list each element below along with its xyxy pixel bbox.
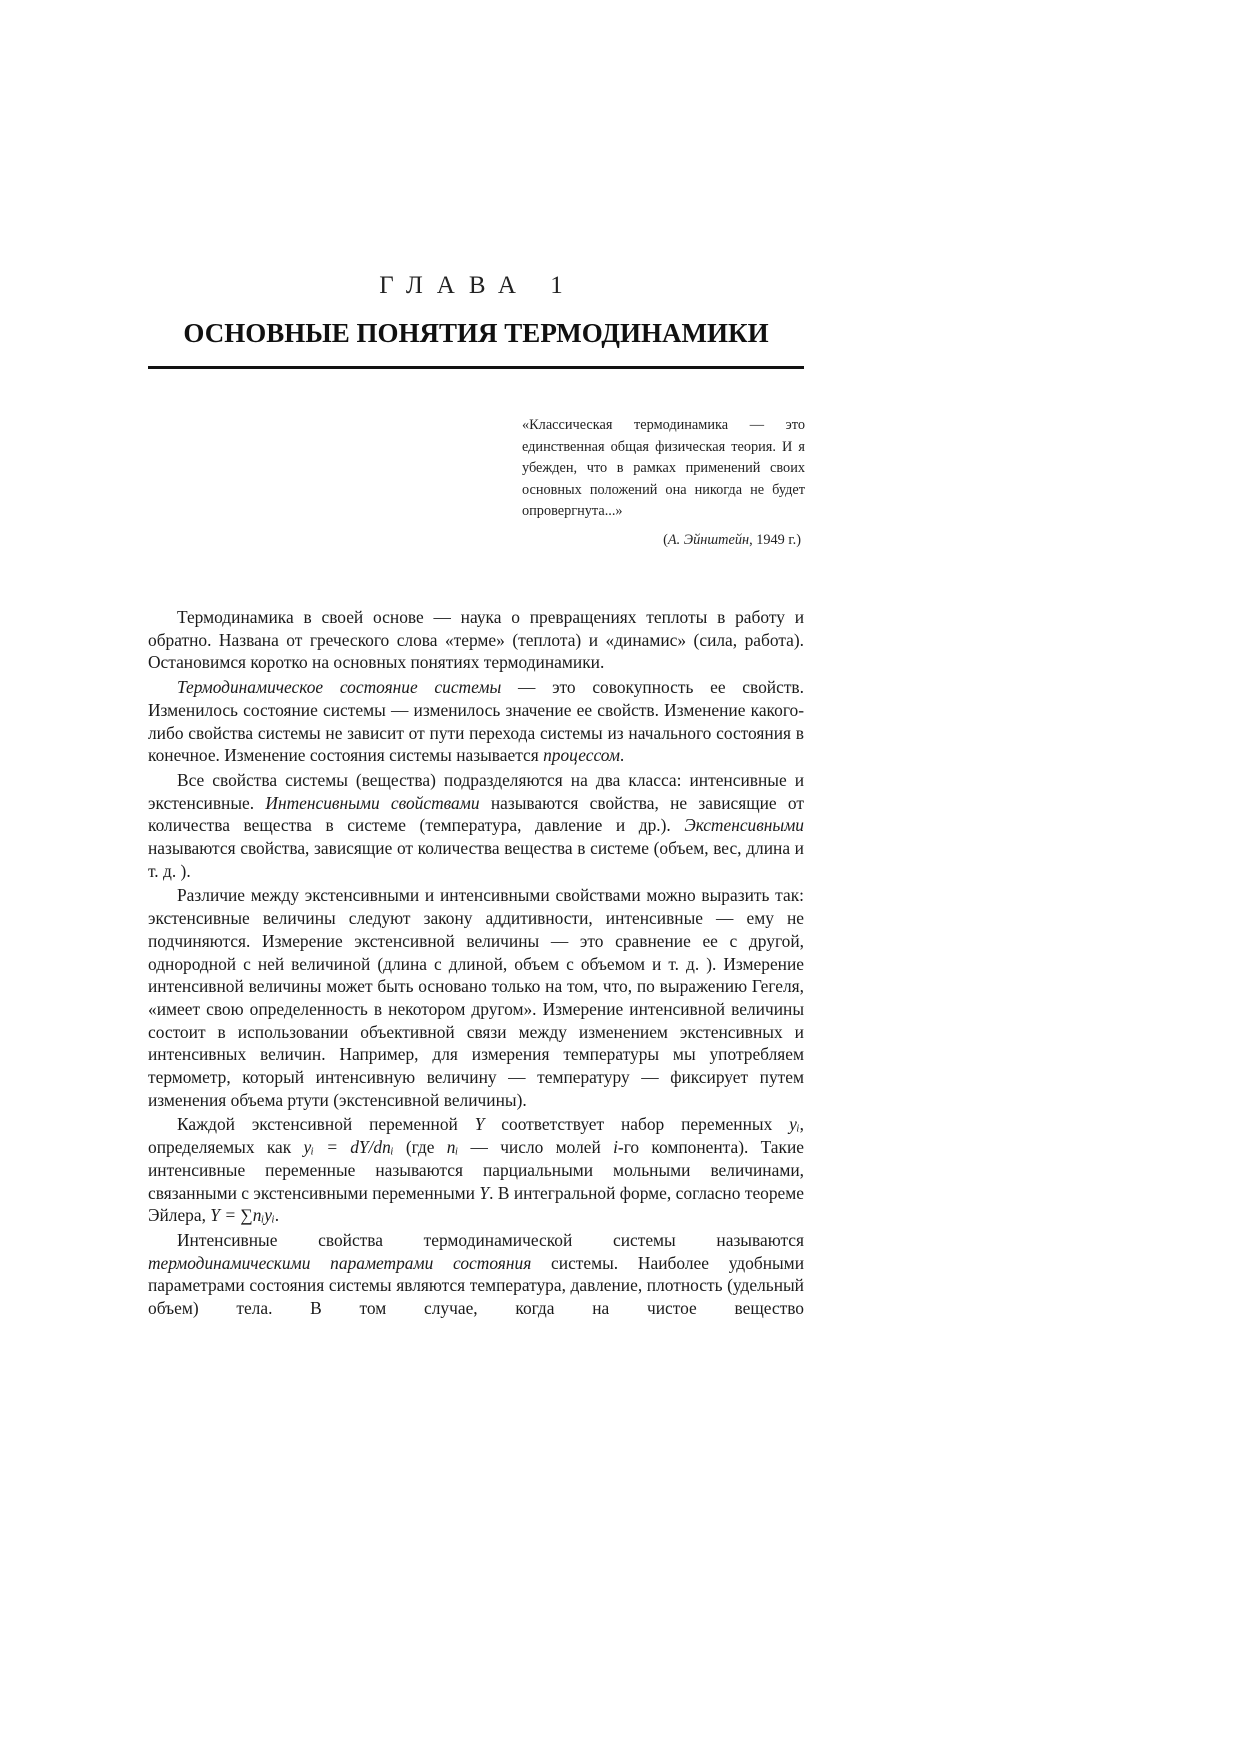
paragraph-3-text-b: называются свойства, не зависящие от количества вещества в системе (температура, давление и др.). xyxy=(148,792,804,836)
paragraph-3 xyxy=(148,769,804,883)
formula-euler: Y = ∑nᵢyᵢ xyxy=(210,1205,275,1226)
epigraph xyxy=(522,415,805,551)
paragraph-4-text: Различие между экстенсивными и интенсивными свойствами можно выразить так: экстенсивные величины следуют закону аддитивности, интенсивные — ему не подчиняются. Измерение экстенсивной величины — это сравнение ее с другой, однородной с ней величиной (длина с длиной, объем с объемом и т. д. ). Измерение интенсивной величины может быть основано только на том, что, по выражению Гегеля, «имеет свою определенность в некотором другом». Измерение интенсивной величины состоит в использовании объективной связи между изменением экстенсивных и интенсивных величин. Например, для измерения температуры мы употребляем термометр, который интенсивную величину — температуру — фиксирует путем изменения объема ртути (экстенсивной величины). xyxy=(148,885,804,1110)
epigraph-attribution: (А. Эйнштейн, 1949 г.) xyxy=(663,531,801,548)
term-extensive: Экстенсивными xyxy=(684,815,804,836)
formula-partial: yᵢ = dY/dnᵢ xyxy=(303,1137,394,1158)
var-Y-2: Y xyxy=(479,1182,490,1203)
paragraph-5-end: . xyxy=(274,1205,280,1226)
paragraph-5 xyxy=(148,1113,804,1227)
term-thermodynamic-state: Термодинамическое состояние системы xyxy=(177,677,502,698)
paragraph-5-text-g: . В интегральной форме, согласно теореме Эйлера, xyxy=(148,1182,804,1226)
title-divider xyxy=(148,366,804,369)
paragraph-1 xyxy=(148,606,804,674)
var-Y: Y xyxy=(474,1114,485,1135)
paragraph-3-text: Все свойства системы (вещества) подразделяются на два класса: интенсивные и экстенсивные. xyxy=(148,769,804,813)
paragraph-3-text-c: называются свойства, зависящие от количества вещества в системе (объем, вес, длина и т. д. ). xyxy=(148,838,804,881)
paragraph-5-text-f: -го компонента). Такие интенсивные переменные называются парциальными мольными величинами, связанными с экстенсивными переменными xyxy=(148,1137,804,1203)
paragraph-4 xyxy=(148,884,804,1111)
var-i: i xyxy=(613,1137,618,1158)
paragraph-5-text-b: соответствует набор переменных xyxy=(484,1114,790,1135)
paragraph-2 xyxy=(148,676,804,767)
epigraph-author: А. Эйнштейн xyxy=(667,531,750,548)
paragraph-6 xyxy=(148,1229,804,1320)
paragraph-5-text: Каждой экстенсивной переменной xyxy=(177,1114,475,1135)
var-ni: nᵢ xyxy=(446,1137,459,1158)
epigraph-quote: «Классическая термодинамика — это единственная общая физическая теория. И я убежден, что в рамках применений своих основных положений она никогда не будет опровергнута...» xyxy=(522,417,805,519)
term-process: процессом xyxy=(543,745,620,766)
var-yi: yᵢ xyxy=(789,1114,800,1135)
paragraph-2-end: . xyxy=(619,745,625,766)
epigraph-year: 1949 г. xyxy=(756,531,797,548)
paragraph-6-text-b: системы. Наиболее удобными параметрами состояния системы являются температура, давление, плотность (удельный объем) тела. В том случае, когда на чистое вещество xyxy=(148,1252,804,1319)
chapter-title: ОСНОВНЫЕ ПОНЯТИЯ ТЕРМОДИНАМИКИ xyxy=(183,318,769,348)
paragraph-2-text: — это совокупность ее свойств. Изменилось состояние системы — изменилось значение ее свойств. Изменение какого-либо свойства системы не зависит от пути перехода системы из начального состояния в конечное. Изменение состояния системы называется xyxy=(148,677,804,766)
chapter-label: ГЛАВА 1 xyxy=(379,272,577,299)
paragraph-5-text-e: — число молей xyxy=(458,1137,614,1158)
term-state-parameters: термодинамическими параметрами состояния xyxy=(148,1252,532,1273)
term-intensive-properties: Интенсивными свойствами xyxy=(265,792,480,813)
paragraph-5-text-c: , определяемых как xyxy=(148,1114,804,1158)
paragraph-1-text: Термодинамика в своей основе — наука о превращениях теплоты в работу и обратно. Названа от греческого слова «терме» (теплота) и «динамис» (сила, работа). Остановимся коротко на основных понятиях термодинамики. xyxy=(148,607,804,673)
body-text xyxy=(148,606,804,1322)
paragraph-5-text-d: (где xyxy=(393,1137,447,1158)
paragraph-6-text: Интенсивные свойства термодинамической системы называются xyxy=(177,1229,804,1250)
